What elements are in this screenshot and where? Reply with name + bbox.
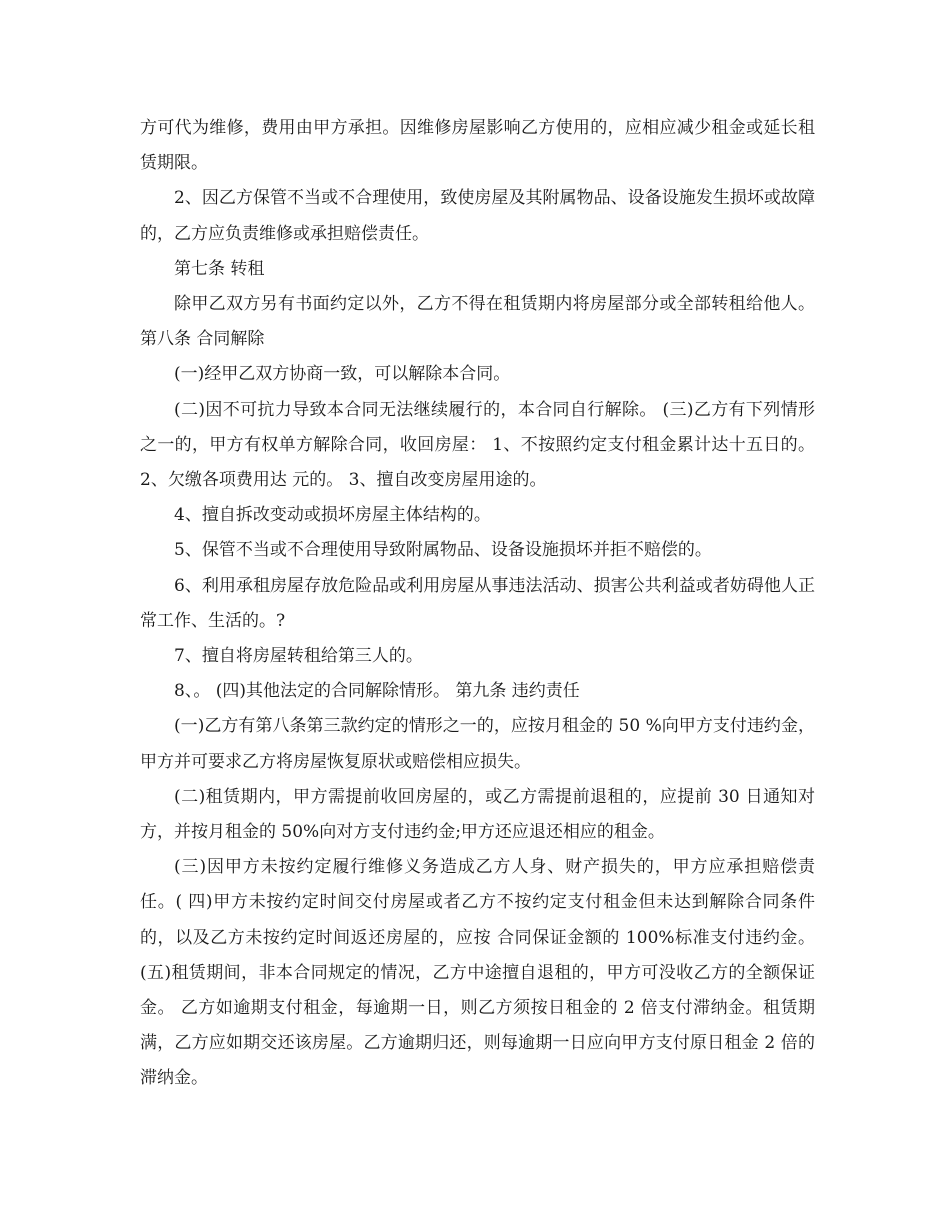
paragraph-4: 除甲乙双方另有书面约定以外，乙方不得在租赁期内将房屋部分或全部转租给他人。 第八条 合同解除	[140, 294, 821, 350]
paragraph-2: 2、因乙方保管不当或不合理使用，致使房屋及其附属物品、设备设施发生损坏或故障的，乙方应负责维修或承担赔偿责任。	[140, 188, 815, 244]
paragraph-12: (一)乙方有第八条第三款约定的情形之一的，应按月租金的 50 %向甲方支付违约金，甲方并可要求乙方将房屋恢复原状或赔偿相应损失。	[140, 716, 815, 772]
paragraph-7: 4、擅自拆改变动或损坏房屋主体结构的。	[174, 505, 491, 526]
paragraph-11: 8、。 (四)其他法定的合同解除情形。 第九条 违约责任	[174, 681, 580, 702]
paragraph-6: (二)因不可抗力导致本合同无法继续履行的，本合同自行解除。 (三)乙方有下列情形之一的，甲方有权单方解除合同，收回房屋： 1、不按照约定支付租金累计达十五日的。 2、欠缴各项费用达 元的。 3、擅自改变房屋用途的。	[140, 399, 821, 491]
section-heading-7: 第七条 转租	[174, 258, 265, 279]
paragraph-13: (二)租赁期内，甲方需提前收回房屋的，或乙方需提前退租的，应提前 30 日通知对方，并按月租金的 50%向对方支付违约金;甲方还应退还相应的租金。	[140, 786, 815, 843]
paragraph-10: 7、擅自将房屋转租给第三人的。	[174, 646, 423, 667]
paragraph-5: (一)经甲乙双方协商一致，可以解除本合同。	[174, 364, 511, 385]
paragraph-9: 6、利用承租房屋存放危险品或利用房屋从事违法活动、损害公共利益或者妨碍他人正常工作、生活的。?	[140, 575, 815, 631]
paragraph-1: 方可代为维修，费用由甲方承担。因维修房屋影响乙方使用的，应相应减少租金或延长租赁期限。	[140, 118, 815, 174]
paragraph-8: 5、保管不当或不合理使用导致附属物品、设备设施损坏并拒不赔偿的。	[174, 540, 712, 561]
document-body	[140, 111, 821, 1097]
paragraph-14: (三)因甲方未按约定履行维修义务造成乙方人身、财产损失的，甲方应承担赔偿责任。( 四)甲方未按约定时间交付房屋或者乙方不按约定支付租金但未达到解除合同条件的，以及乙方未按约定时间返还房屋的，应按 合同保证金额的 100%标准支付违约金。 (五)租赁期间，非本合同规定的情况，乙方中途擅自退租的，甲方可没收乙方的全额保证金。 乙方如逾期支付租金，每逾期一日，则乙方须按日租金的 2 倍支付滞纳金。租赁期满，乙方应如期交还该房屋。乙方逾期归还，则每逾期一日应向甲方支付原日租金 2 倍的滞纳金。	[140, 857, 821, 1089]
